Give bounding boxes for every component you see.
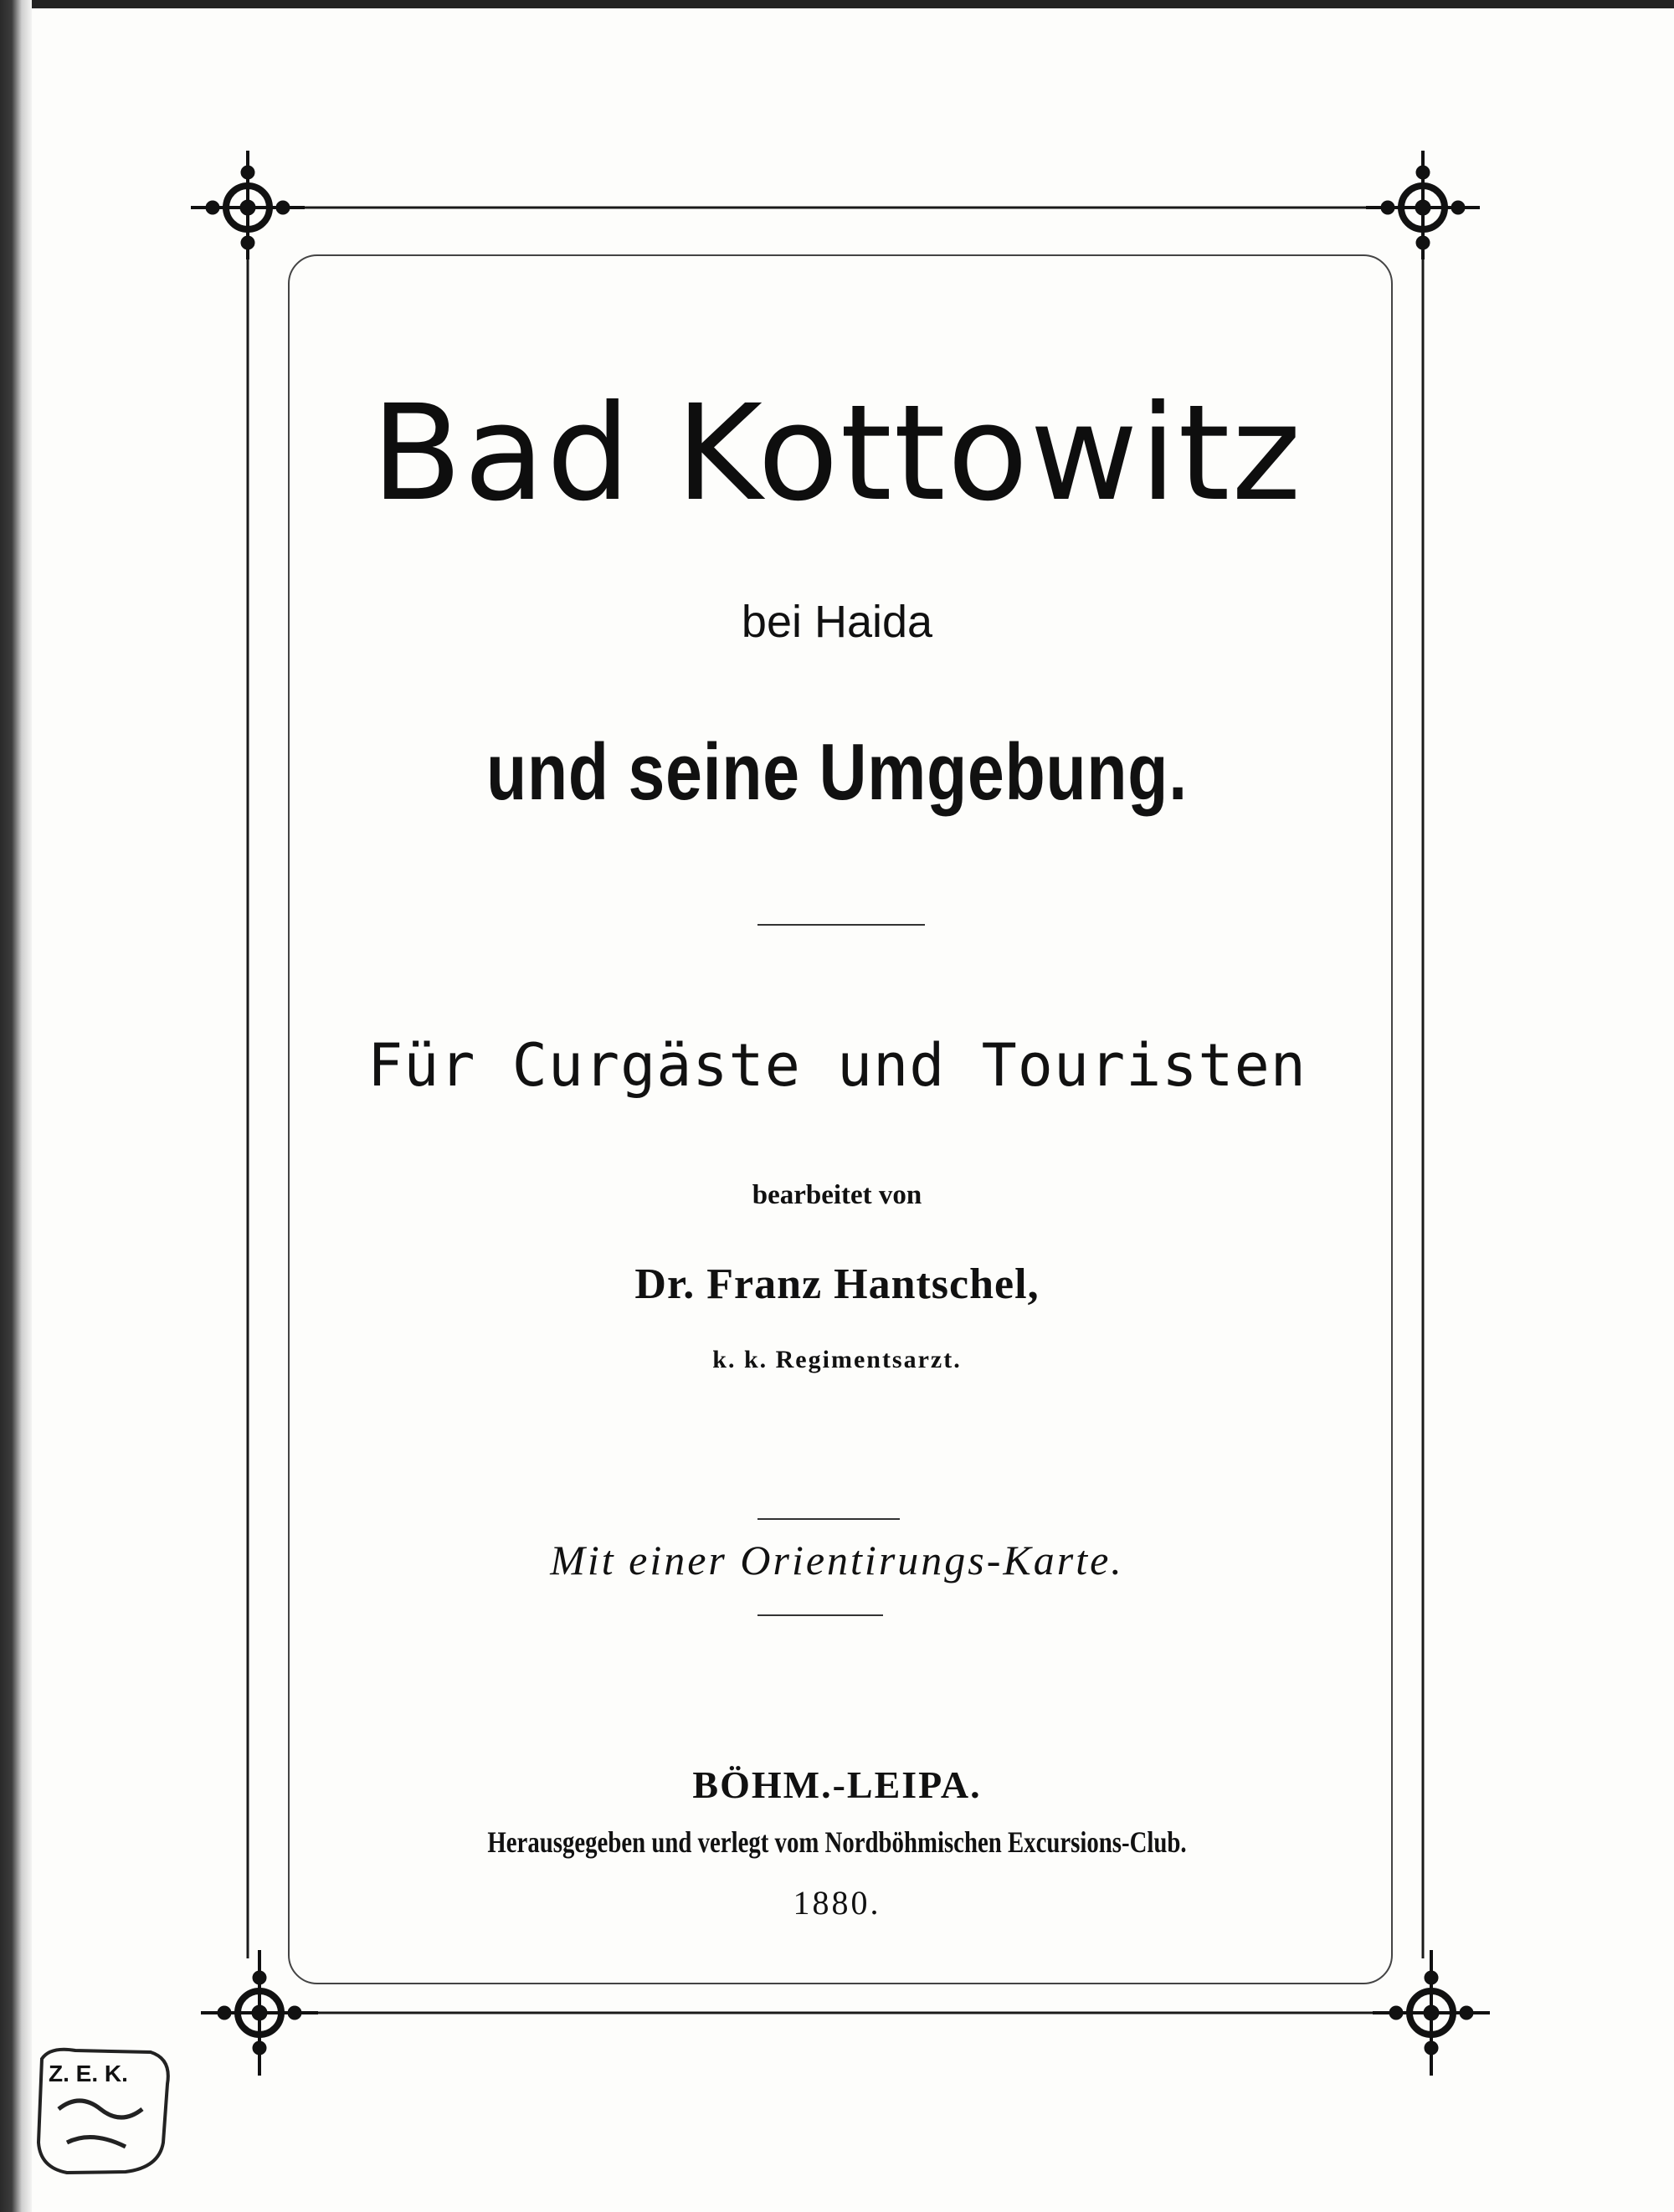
publication-year: 1880. [793,1884,881,1922]
subtitle-location: bei Haida [741,597,933,647]
subtitle-main: und seine Umgebung. [486,727,1188,817]
library-stamp-text: Z. E. K. [49,2061,128,2086]
author-name: Dr. Franz Hantschel, [634,1260,1040,1308]
audience-line: Für Curgäste und Touristen [367,1031,1307,1100]
publication-place: BÖHM.-LEIPA. [692,1763,982,1806]
map-note: Mit einer Orientirungs-Karte. [550,1537,1124,1583]
book-title: Bad Kottowitz [371,377,1303,531]
corner-ornament-top-right [1366,151,1480,259]
author-title: k. k. Regimentsarzt. [712,1346,962,1373]
corner-ornament-bottom-right [1373,1950,1490,2076]
corner-ornament-top-left [191,151,305,259]
corner-ornament-bottom-left [201,1950,318,2076]
publisher-line: Herausgegeben und verlegt vom Nordböhmischen Excursions-Club. [487,1825,1187,1859]
edited-by-label: bearbeitet von [752,1180,922,1210]
